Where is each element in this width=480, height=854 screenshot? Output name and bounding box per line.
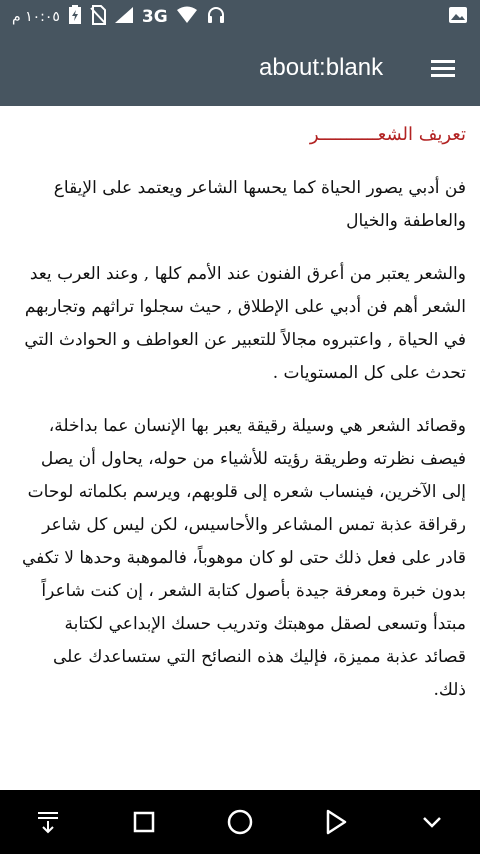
- back-icon[interactable]: [316, 802, 356, 842]
- signal-icon: [114, 6, 134, 28]
- battery-icon: [68, 5, 82, 29]
- recents-icon[interactable]: [124, 802, 164, 842]
- article-content: [0, 106, 480, 790]
- home-icon[interactable]: [220, 802, 260, 842]
- paragraph-3: وقصائد الشعر هي وسيلة رقيقة يعبر بها الإنسان عما بداخلة، فيصف نظرته وطريقة رؤيته للأشياء من حوله، يحاول أن يصل إلى الآخرين، فينساب شعره إلى قلوبهم، ويرسم بكلماته لوحات رقراقة عذبة تمس المشاعر والأحاسيس، لكن ليس كل شاعر قادر على فعل ذلك حتى لو كان موهوباً، فالموهبة وحدها لا تكفي بدون خبرة ومعرفة جيدة بأصول كتابة الشعر ، إن كنت شاعراً مبتدأ وتسعى لصقل موهبتك وتدريب حسك الإبداعي لكتابة قصائد عذبة مميزة، فإليك هذه النصائح التي ستساعدك على ذلك.: [22, 416, 466, 700]
- network-type: 3G: [141, 7, 168, 27]
- menu-icon[interactable]: [428, 56, 458, 84]
- chevron-down-icon[interactable]: [412, 802, 452, 842]
- navigation-bar: [0, 790, 480, 854]
- menu-bar-3: [431, 74, 455, 77]
- headphones-icon: [206, 5, 226, 29]
- clock: ١٠:٠٥ م: [12, 9, 60, 25]
- image-notification-icon: [448, 6, 468, 28]
- menu-bar-2: [431, 67, 455, 70]
- status-right: [448, 6, 468, 28]
- article-heading: تعريف الشعـــــــــــر: [309, 124, 466, 145]
- download-icon[interactable]: [28, 802, 68, 842]
- url-title[interactable]: about:blank: [259, 54, 384, 81]
- menu-bar-1: [431, 60, 455, 63]
- paragraph-1: فن أدبي يصور الحياة كما يحسها الشاعر ويعتمد على الإيقاع والعاطفة والخيال: [53, 178, 466, 231]
- status-bar: [0, 0, 480, 34]
- paragraph-2: والشعر يعتبر من أعرق الفنون عند الأمم كلها , وعند العرب يعد الشعر أهم فن أدبي على الإطلاق , حيث سجلوا تراثهم وتجاربهم في الحياة , واعتبروه مجالاً للتعبير عن العواطف و الحوادث التي تحدث على كل المستويات .: [24, 264, 466, 383]
- no-sim-icon: [90, 5, 106, 29]
- browser-toolbar: [0, 34, 480, 106]
- wifi-icon: [176, 6, 198, 28]
- status-left: [12, 5, 226, 29]
